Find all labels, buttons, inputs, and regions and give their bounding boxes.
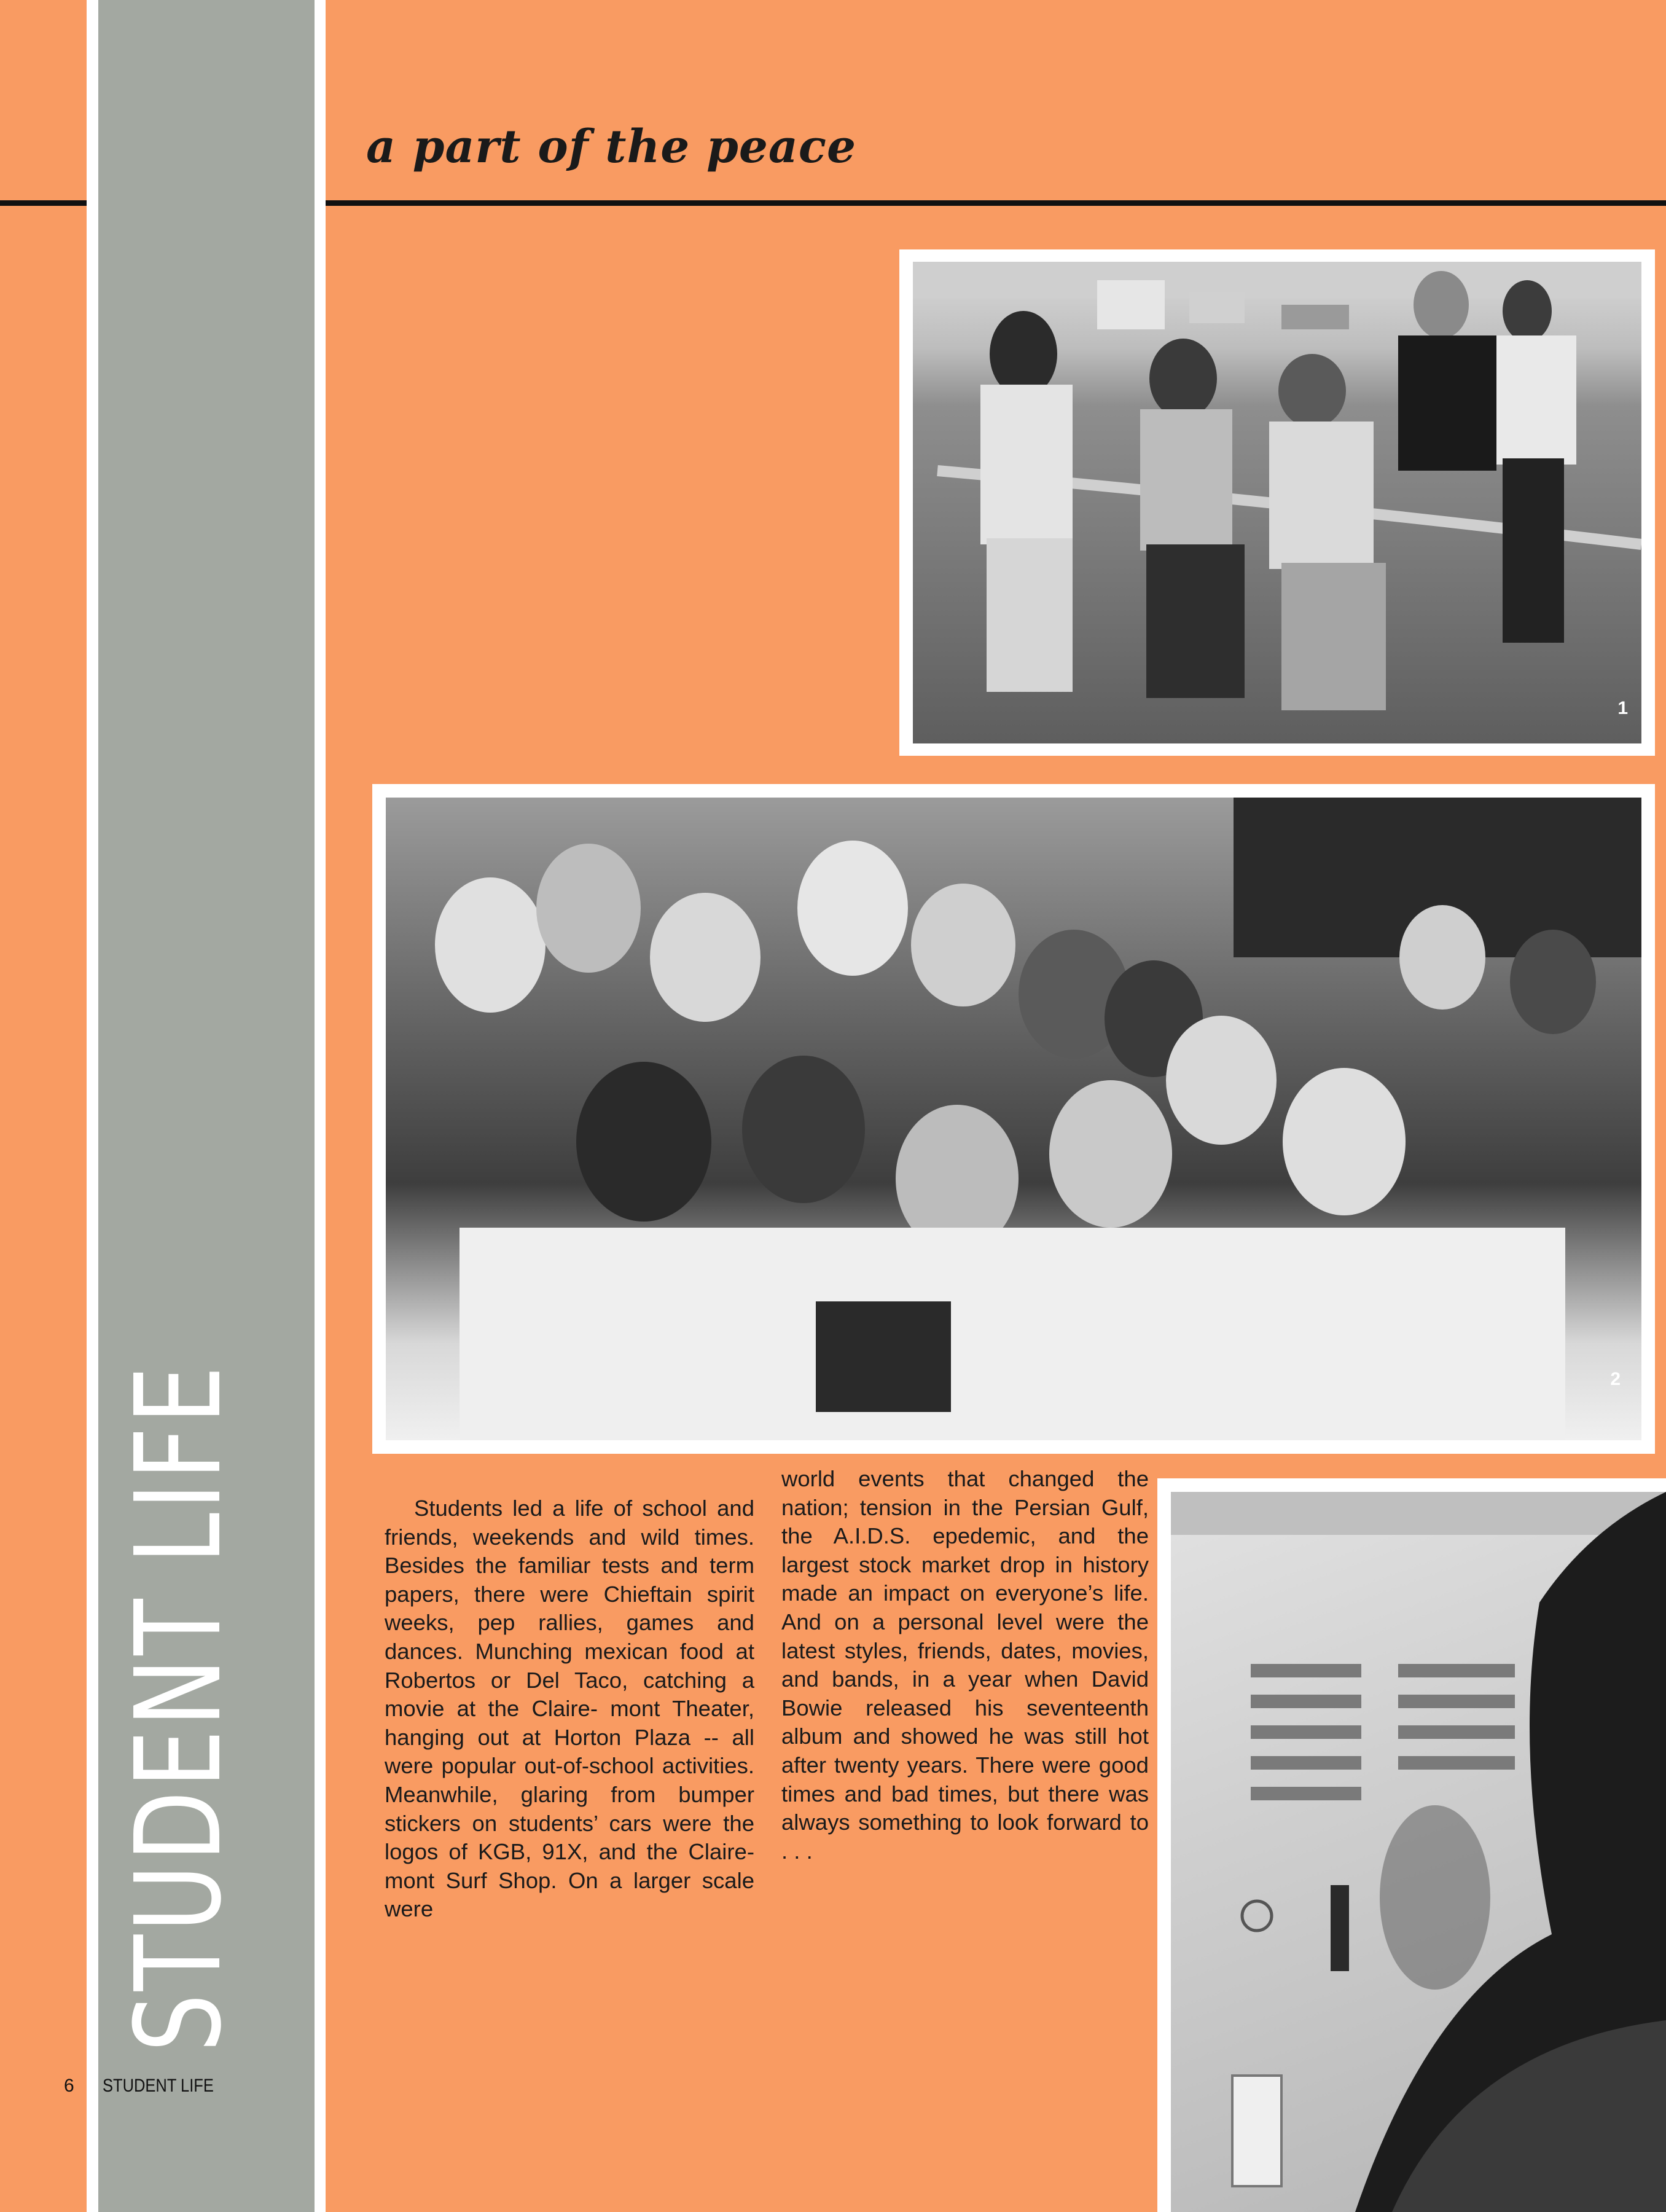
header-rule-left [0,200,87,206]
photo-3-frame [1157,1478,1666,2212]
photo-1-number: 1 [1617,698,1628,718]
body-text-column-2: world events that changed the nation; tension in the Persian Gulf, the A.I.D.S. epedemic, and the largest stock market drop in history made an impact on everyone’s life. And on a personal level were the latest styles, friends, dates, movies, and bands, in a year when David Bowie released his seventeenth album and showed he was still hot after twenty years. There were good times and bad times, but there was always something to look forward to . . . [781,1466,1149,1864]
photo-2-number: 2 [1610,1369,1621,1389]
photo-2-frame [372,784,1655,1454]
photo-locker [1171,1492,1666,2212]
page-number: 6 [64,2076,74,2096]
body-text-column-1: Students led a life of school and friends, weekends and wild times. Besides the familiar tests and term papers, there were Chieftain spirit weeks, pep rallies, games and dances. Munching mexican food at Robertos or Del Taco, catching a movie at the Claire- mont Theater, hanging out at Horton Plaza -- all were popular out-of-school activities. Meanwhile, glaring from bumper stickers on students’ cars were the logos of KGB, 91X, and the Claire- mont Surf Shop. On a larger scale were [385,1496,754,1922]
header-rule-right [326,200,1666,206]
photo-1-frame [899,249,1655,756]
white-divider-strip [315,0,326,2212]
white-margin-strip [87,0,98,2212]
footer-section-label: STUDENT LIFE [103,2076,214,2096]
photo-group-students [386,798,1641,1440]
section-vertical-label: STUDENT LIFE [111,1363,248,2052]
page-title: a part of the peace [366,120,857,173]
photo-tug-of-war [913,262,1641,743]
